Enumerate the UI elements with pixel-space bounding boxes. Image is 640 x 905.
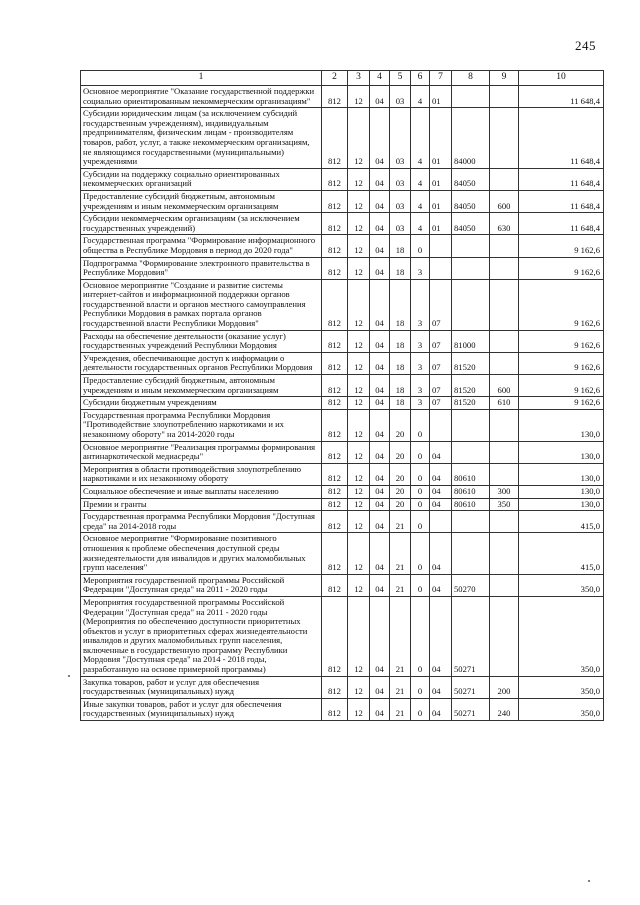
- row-amount: 11 648,4: [519, 213, 604, 235]
- code-expense-type: [490, 574, 519, 596]
- table-row: [81, 397, 604, 410]
- row-name: Мероприятия государственной программы Российской Федерации "Доступная среда" на 2011 - 2020 годы (Мероприятия по обеспечению доступности приоритетных объектов и услуг в приоритетных сферах жизнедеятельности инвалидов и других маломобильных групп населения, включенные в государственную программу Республики Мордовия "Доступная среда" на 2014 - 2018 годы, разработанную на основе примерной программы): [81, 596, 322, 676]
- code-subprogram: 4: [411, 168, 430, 190]
- code-subprogram: 0: [411, 409, 430, 441]
- table-row: [81, 441, 604, 463]
- code-direction: [452, 511, 490, 533]
- row-amount: 415,0: [519, 533, 604, 574]
- code-ministry: 812: [322, 485, 348, 498]
- table-row: [81, 596, 604, 676]
- code-subsection: 04: [370, 511, 390, 533]
- code-subprogram: 3: [411, 257, 430, 279]
- code-subprogram: 0: [411, 485, 430, 498]
- code-program: 21: [390, 574, 411, 596]
- code-subprogram: 0: [411, 676, 430, 698]
- row-name: Предоставление субсидий бюджетным, автономным учреждениям и иным некоммерческим организациям: [81, 375, 322, 397]
- code-expense-type: 350: [490, 498, 519, 511]
- code-subprogram: 4: [411, 108, 430, 169]
- code-activity: 04: [430, 698, 452, 720]
- code-direction: 84050: [452, 213, 490, 235]
- header-row: [81, 71, 604, 86]
- table-row: [81, 485, 604, 498]
- column-header: 8: [452, 71, 490, 86]
- code-expense-type: [490, 108, 519, 169]
- row-amount: 9 162,6: [519, 235, 604, 257]
- code-expense-type: [490, 463, 519, 485]
- code-subsection: 04: [370, 485, 390, 498]
- code-expense-type: 300: [490, 485, 519, 498]
- code-subsection: 04: [370, 596, 390, 676]
- code-section: 12: [348, 676, 370, 698]
- code-subprogram: 3: [411, 279, 430, 330]
- code-program: 20: [390, 463, 411, 485]
- code-expense-type: 610: [490, 397, 519, 410]
- code-program: 03: [390, 86, 411, 108]
- code-section: 12: [348, 330, 370, 352]
- code-subsection: 04: [370, 330, 390, 352]
- table-row: [81, 352, 604, 374]
- code-section: 12: [348, 533, 370, 574]
- code-ministry: 812: [322, 397, 348, 410]
- code-expense-type: 630: [490, 213, 519, 235]
- code-subsection: 04: [370, 698, 390, 720]
- code-subsection: 04: [370, 676, 390, 698]
- code-direction: 81000: [452, 330, 490, 352]
- code-program: 20: [390, 498, 411, 511]
- column-header: 5: [390, 71, 411, 86]
- table-row: [81, 498, 604, 511]
- code-subsection: 04: [370, 257, 390, 279]
- code-subsection: 04: [370, 168, 390, 190]
- row-amount: 130,0: [519, 441, 604, 463]
- code-section: 12: [348, 279, 370, 330]
- code-program: 20: [390, 409, 411, 441]
- code-program: 18: [390, 375, 411, 397]
- code-section: 12: [348, 168, 370, 190]
- table-row: [81, 574, 604, 596]
- code-expense-type: [490, 533, 519, 574]
- table-row: [81, 511, 604, 533]
- row-amount: 350,0: [519, 676, 604, 698]
- code-program: 20: [390, 441, 411, 463]
- row-name: Учреждения, обеспечивающие доступ к информации о деятельности государственных органов Республики Мордовия: [81, 352, 322, 374]
- table-row: [81, 375, 604, 397]
- code-subsection: 04: [370, 375, 390, 397]
- code-direction: [452, 409, 490, 441]
- code-ministry: 812: [322, 533, 348, 574]
- code-program: 20: [390, 485, 411, 498]
- code-subsection: 04: [370, 409, 390, 441]
- table-row: [81, 168, 604, 190]
- row-amount: 9 162,6: [519, 279, 604, 330]
- row-name: Расходы на обеспечение деятельности (оказание услуг) государственных учреждений Республики Мордовия: [81, 330, 322, 352]
- code-activity: 01: [430, 190, 452, 212]
- row-name: Подпрограмма "Формирование электронного правительства в Республике Мордовия": [81, 257, 322, 279]
- code-section: 12: [348, 441, 370, 463]
- code-section: 12: [348, 596, 370, 676]
- code-direction: 50271: [452, 596, 490, 676]
- code-direction: 81520: [452, 397, 490, 410]
- code-section: 12: [348, 375, 370, 397]
- row-amount: 11 648,4: [519, 108, 604, 169]
- code-section: 12: [348, 397, 370, 410]
- code-activity: 04: [430, 676, 452, 698]
- table-row: [81, 108, 604, 169]
- code-direction: [452, 441, 490, 463]
- code-subsection: 04: [370, 498, 390, 511]
- code-subsection: 04: [370, 441, 390, 463]
- table-body: [81, 86, 604, 721]
- code-expense-type: [490, 235, 519, 257]
- code-ministry: 812: [322, 441, 348, 463]
- code-subsection: 04: [370, 190, 390, 212]
- code-direction: 80610: [452, 485, 490, 498]
- code-activity: 07: [430, 375, 452, 397]
- row-name: Субсидии бюджетным учреждениям: [81, 397, 322, 410]
- code-activity: 01: [430, 168, 452, 190]
- code-ministry: 812: [322, 168, 348, 190]
- code-ministry: 812: [322, 498, 348, 511]
- row-amount: 11 648,4: [519, 190, 604, 212]
- code-section: 12: [348, 698, 370, 720]
- row-name: Государственная программа Республики Мордовия "Доступная среда" на 2014-2018 годы: [81, 511, 322, 533]
- row-amount: 9 162,6: [519, 352, 604, 374]
- code-ministry: 812: [322, 330, 348, 352]
- row-amount: 350,0: [519, 698, 604, 720]
- code-activity: 04: [430, 441, 452, 463]
- code-subprogram: 0: [411, 698, 430, 720]
- code-direction: 80610: [452, 463, 490, 485]
- code-activity: 01: [430, 86, 452, 108]
- row-name: Основное мероприятие "Оказание государственной поддержки социально ориентированным некоммерческим организациям": [81, 86, 322, 108]
- code-expense-type: [490, 257, 519, 279]
- code-activity: 01: [430, 108, 452, 169]
- code-program: 18: [390, 235, 411, 257]
- table-row: [81, 698, 604, 720]
- code-direction: 81520: [452, 375, 490, 397]
- code-direction: [452, 86, 490, 108]
- code-section: 12: [348, 498, 370, 511]
- code-subsection: 04: [370, 213, 390, 235]
- code-ministry: 812: [322, 409, 348, 441]
- code-ministry: 812: [322, 463, 348, 485]
- table-row: [81, 86, 604, 108]
- code-subprogram: 0: [411, 574, 430, 596]
- code-ministry: 812: [322, 511, 348, 533]
- code-program: 03: [390, 190, 411, 212]
- row-name: Основное мероприятие "Реализация программы формирования антинаркотической медиасреды": [81, 441, 322, 463]
- code-activity: [430, 409, 452, 441]
- row-name: Основное мероприятие "Создание и развитие системы интернет-сайтов и информационной поддержки органов государственной власти и органов местного самоуправления Республики Мордовия в рамках портала органов государственной власти Республики Мордовия": [81, 279, 322, 330]
- code-subprogram: 0: [411, 533, 430, 574]
- code-subsection: 04: [370, 463, 390, 485]
- row-name: Субсидии юридическим лицам (за исключением субсидий государственным учреждениям), индивидуальным предпринимателям, физическим лицам - производителям товаров, работ, услуг, а также некоммерческим организациям, не являющимся государственными (муниципальными) учреждениями: [81, 108, 322, 169]
- code-expense-type: 600: [490, 190, 519, 212]
- row-name: Социальное обеспечение и иные выплаты населению: [81, 485, 322, 498]
- row-amount: 350,0: [519, 574, 604, 596]
- code-ministry: 812: [322, 352, 348, 374]
- code-program: 21: [390, 511, 411, 533]
- table-row: [81, 257, 604, 279]
- code-section: 12: [348, 213, 370, 235]
- code-ministry: 812: [322, 213, 348, 235]
- code-program: 18: [390, 279, 411, 330]
- code-subprogram: 4: [411, 86, 430, 108]
- code-direction: 50270: [452, 574, 490, 596]
- table-row: [81, 213, 604, 235]
- code-ministry: 812: [322, 235, 348, 257]
- code-section: 12: [348, 485, 370, 498]
- code-activity: 04: [430, 485, 452, 498]
- code-expense-type: [490, 86, 519, 108]
- code-program: 21: [390, 596, 411, 676]
- code-expense-type: [490, 409, 519, 441]
- code-subprogram: 4: [411, 190, 430, 212]
- row-amount: 130,0: [519, 498, 604, 511]
- code-activity: 07: [430, 397, 452, 410]
- code-activity: [430, 511, 452, 533]
- column-header: 4: [370, 71, 390, 86]
- table-row: [81, 235, 604, 257]
- code-subprogram: 0: [411, 511, 430, 533]
- table-row: [81, 190, 604, 212]
- code-activity: 04: [430, 596, 452, 676]
- code-subsection: 04: [370, 574, 390, 596]
- code-section: 12: [348, 409, 370, 441]
- code-subprogram: 3: [411, 375, 430, 397]
- code-activity: 04: [430, 498, 452, 511]
- code-activity: 07: [430, 352, 452, 374]
- table-row: [81, 409, 604, 441]
- code-program: 21: [390, 698, 411, 720]
- code-activity: [430, 257, 452, 279]
- code-ministry: 812: [322, 596, 348, 676]
- row-amount: 9 162,6: [519, 257, 604, 279]
- column-header: 3: [348, 71, 370, 86]
- code-direction: [452, 279, 490, 330]
- code-program: 21: [390, 676, 411, 698]
- code-subprogram: 0: [411, 498, 430, 511]
- code-direction: 84050: [452, 190, 490, 212]
- code-subprogram: 0: [411, 596, 430, 676]
- code-activity: 07: [430, 279, 452, 330]
- code-subsection: 04: [370, 86, 390, 108]
- code-activity: 04: [430, 463, 452, 485]
- code-activity: 01: [430, 213, 452, 235]
- code-expense-type: 240: [490, 698, 519, 720]
- code-subprogram: 0: [411, 235, 430, 257]
- code-ministry: 812: [322, 676, 348, 698]
- code-direction: 50271: [452, 676, 490, 698]
- row-name: Основное мероприятие "Формирование позитивного отношения к проблеме обеспечения доступной среды жизнедеятельности для инвалидов и других маломобильных групп населения": [81, 533, 322, 574]
- code-subsection: 04: [370, 279, 390, 330]
- row-name: Государственная программа Республики Мордовия "Противодействие злоупотреблению наркотиками и их незаконному обороту" на 2014-2020 годы: [81, 409, 322, 441]
- code-section: 12: [348, 86, 370, 108]
- code-program: 21: [390, 533, 411, 574]
- code-ministry: 812: [322, 698, 348, 720]
- code-subsection: 04: [370, 352, 390, 374]
- code-section: 12: [348, 257, 370, 279]
- code-subsection: 04: [370, 235, 390, 257]
- row-amount: 11 648,4: [519, 168, 604, 190]
- code-expense-type: [490, 352, 519, 374]
- row-name: Государственная программа "Формирование информационного общества в Республике Мордовия в период до 2020 года": [81, 235, 322, 257]
- column-header: 1: [81, 71, 322, 86]
- row-name: Мероприятия в области противодействия злоупотреблению наркотиками и их незаконному обороту: [81, 463, 322, 485]
- code-expense-type: [490, 279, 519, 330]
- scan-speck: [68, 675, 70, 677]
- code-subprogram: 3: [411, 352, 430, 374]
- code-program: 03: [390, 168, 411, 190]
- table-row: [81, 676, 604, 698]
- code-expense-type: [490, 330, 519, 352]
- code-ministry: 812: [322, 108, 348, 169]
- row-amount: 130,0: [519, 409, 604, 441]
- code-subsection: 04: [370, 108, 390, 169]
- code-section: 12: [348, 463, 370, 485]
- row-amount: 9 162,6: [519, 375, 604, 397]
- code-ministry: 812: [322, 375, 348, 397]
- table-row: [81, 279, 604, 330]
- code-activity: [430, 235, 452, 257]
- code-section: 12: [348, 511, 370, 533]
- code-direction: 80610: [452, 498, 490, 511]
- row-amount: 130,0: [519, 485, 604, 498]
- scan-speck: [588, 880, 590, 882]
- code-program: 18: [390, 330, 411, 352]
- code-ministry: 812: [322, 279, 348, 330]
- code-ministry: 812: [322, 190, 348, 212]
- row-amount: 9 162,6: [519, 330, 604, 352]
- code-program: 03: [390, 213, 411, 235]
- code-ministry: 812: [322, 257, 348, 279]
- column-header: 10: [519, 71, 604, 86]
- budget-table: [80, 70, 604, 721]
- code-direction: 81520: [452, 352, 490, 374]
- code-section: 12: [348, 235, 370, 257]
- row-amount: 11 648,4: [519, 86, 604, 108]
- code-subprogram: 3: [411, 397, 430, 410]
- code-section: 12: [348, 352, 370, 374]
- column-header: 6: [411, 71, 430, 86]
- code-expense-type: 600: [490, 375, 519, 397]
- code-ministry: 812: [322, 86, 348, 108]
- code-program: 18: [390, 352, 411, 374]
- code-direction: [452, 257, 490, 279]
- row-name: Закупка товаров, работ и услуг для обеспечения государственных (муниципальных) нужд: [81, 676, 322, 698]
- code-section: 12: [348, 574, 370, 596]
- code-subprogram: 0: [411, 441, 430, 463]
- code-program: 18: [390, 257, 411, 279]
- table-row: [81, 330, 604, 352]
- code-activity: 04: [430, 533, 452, 574]
- row-name: Субсидии на поддержку социально ориентированных некоммерческих организаций: [81, 168, 322, 190]
- code-section: 12: [348, 108, 370, 169]
- column-header: 7: [430, 71, 452, 86]
- row-amount: 350,0: [519, 596, 604, 676]
- row-name: Иные закупки товаров, работ и услуг для обеспечения государственных (муниципальных) нужд: [81, 698, 322, 720]
- code-direction: 84050: [452, 168, 490, 190]
- column-header: 9: [490, 71, 519, 86]
- code-expense-type: [490, 441, 519, 463]
- page-number: 245: [575, 38, 596, 53]
- code-expense-type: [490, 511, 519, 533]
- row-amount: 415,0: [519, 511, 604, 533]
- code-direction: [452, 533, 490, 574]
- code-expense-type: [490, 168, 519, 190]
- code-section: 12: [348, 190, 370, 212]
- code-subprogram: 3: [411, 330, 430, 352]
- code-subsection: 04: [370, 397, 390, 410]
- row-amount: 9 162,6: [519, 397, 604, 410]
- code-activity: 04: [430, 574, 452, 596]
- table-row: [81, 533, 604, 574]
- code-direction: 50271: [452, 698, 490, 720]
- code-subprogram: 4: [411, 213, 430, 235]
- row-name: Предоставление субсидий бюджетным, автономным учреждениям и иным некоммерческим организациям: [81, 190, 322, 212]
- column-header: 2: [322, 71, 348, 86]
- code-ministry: 812: [322, 574, 348, 596]
- row-name: Мероприятия государственной программы Российской Федерации "Доступная среда" на 2011 - 2020 годы: [81, 574, 322, 596]
- table-row: [81, 463, 604, 485]
- code-program: 03: [390, 108, 411, 169]
- code-direction: [452, 235, 490, 257]
- code-subprogram: 0: [411, 463, 430, 485]
- code-subsection: 04: [370, 533, 390, 574]
- code-activity: 07: [430, 330, 452, 352]
- row-name: Субсидии некоммерческим организациям (за исключением государственных учреждений): [81, 213, 322, 235]
- code-program: 18: [390, 397, 411, 410]
- row-amount: 130,0: [519, 463, 604, 485]
- row-name: Премии и гранты: [81, 498, 322, 511]
- code-expense-type: [490, 596, 519, 676]
- code-direction: 84000: [452, 108, 490, 169]
- code-expense-type: 200: [490, 676, 519, 698]
